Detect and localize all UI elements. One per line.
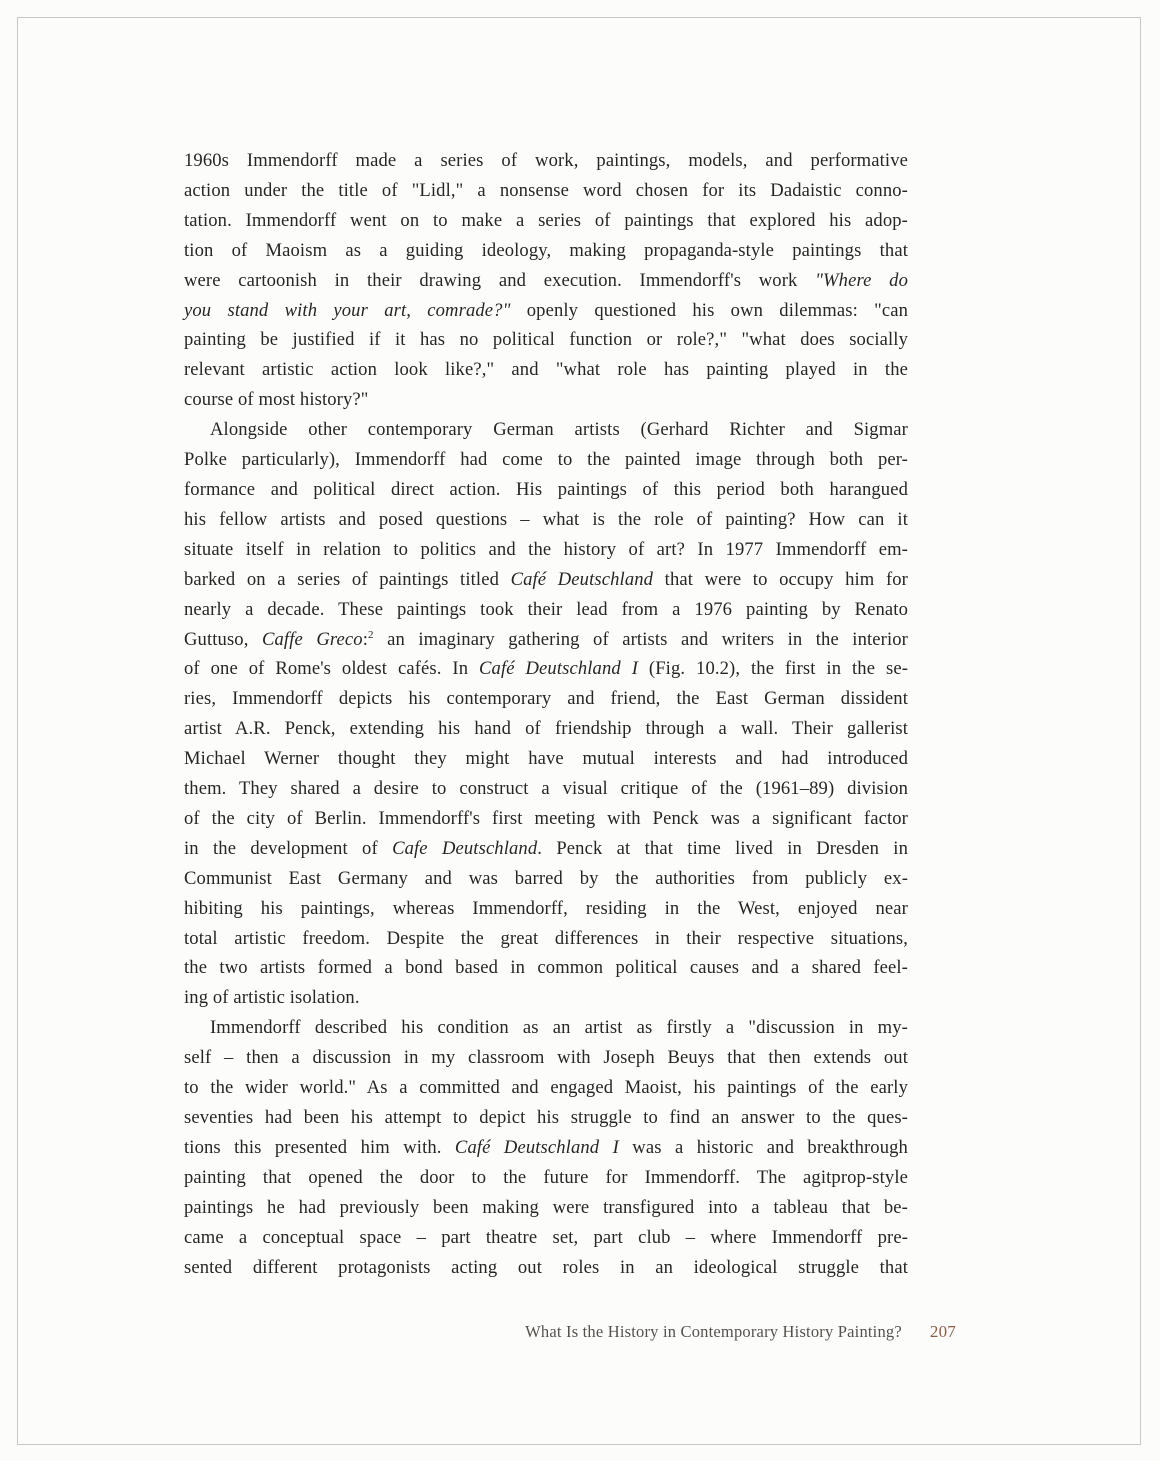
running-head: What Is the History in Contemporary History Painting? bbox=[525, 1322, 902, 1341]
text-line: Guttuso, Caffe Greco:$^2$ an imaginary gathering of artists and writers in the interior bbox=[184, 628, 908, 650]
text-line: of the city of Berlin. Immendorff's first meeting with Penck was a significant factor bbox=[184, 807, 908, 829]
text-line: Immendorff described his condition as an artist as firstly a "discussion in my- bbox=[210, 1017, 908, 1039]
text-line: nearly a decade. These paintings took their lead from a 1976 painting by Renato bbox=[184, 598, 908, 620]
text-line: in the development of Cafe Deutschland. Penck at that time lived in Dresden in bbox=[184, 837, 908, 859]
text-line: seventies had been his attempt to depict his struggle to find an answer to the ques- bbox=[184, 1107, 908, 1128]
text-line: sented different protagonists acting out roles in an ideological struggle that bbox=[184, 1256, 908, 1278]
text-line: Communist East Germany and was barred by the authorities from publicly ex- bbox=[184, 867, 908, 889]
text-line: Polke particularly), Immendorff had come to the painted image through both per- bbox=[184, 449, 908, 471]
text-line: the two artists formed a bond based in common political causes and a shared feel- bbox=[184, 957, 908, 979]
text-line: came a conceptual space – part theatre set, part club – where Immendorff pre- bbox=[184, 1226, 908, 1248]
text-line: tation. Immendorff went on to make a series of paintings that explored his adop- bbox=[184, 209, 908, 231]
text-line: hibiting his paintings, whereas Immendorff, residing in the West, enjoyed near bbox=[184, 897, 908, 919]
text-line: his fellow artists and posed questions – what is the role of painting? How can it bbox=[184, 508, 908, 530]
body-text bbox=[184, 146, 908, 1282]
text-line: 1960s Immendorff made a series of work, paintings, models, and performative bbox=[184, 150, 908, 171]
text-line: total artistic freedom. Despite the great differences in their respective situations, bbox=[184, 927, 908, 949]
footer bbox=[184, 1322, 956, 1342]
text-line: them. They shared a desire to construct a visual critique of the (1961–89) division bbox=[184, 778, 908, 800]
text-line: self – then a discussion in my classroom with Joseph Beuys that then extends out bbox=[184, 1047, 908, 1069]
page-number: 207 bbox=[929, 1322, 956, 1341]
text-line: to the wider world." As a committed and engaged Maoist, his paintings of the early bbox=[184, 1077, 908, 1099]
text-line: ries, Immendorff depicts his contemporary and friend, the East German dissident bbox=[184, 688, 908, 710]
text-line: were cartoonish in their drawing and execution. Immendorff's work "Where do bbox=[184, 269, 909, 291]
text-line: action under the title of "Lidl," a nonsense word chosen for its Dadaistic conno- bbox=[184, 179, 908, 201]
text-line: barked on a series of paintings titled Café Deutschland that were to occupy him for bbox=[184, 568, 908, 590]
text-line: ing of artistic isolation. bbox=[184, 987, 360, 1009]
text-line: Alongside other contemporary German artists (Gerhard Richter and Sigmar bbox=[210, 419, 908, 441]
text-line: artist A.R. Penck, extending his hand of friendship through a wall. Their gallerist bbox=[184, 718, 908, 740]
text-line: you stand with your art, comrade?" openly questioned his own dilemmas: "can bbox=[184, 299, 908, 321]
text-line: Michael Werner thought they might have mutual interests and had introduced bbox=[184, 748, 908, 770]
text-line: relevant artistic action look like?," and "what role has painting played in the bbox=[184, 359, 908, 381]
text-line: paintings he had previously been making were transfigured into a tableau that be- bbox=[184, 1196, 908, 1218]
text-line: tion of Maoism as a guiding ideology, making propaganda-style paintings that bbox=[184, 239, 908, 261]
text-line: of one of Rome's oldest cafés. In Café Deutschland I (Fig. 10.2), the first in the se- bbox=[184, 658, 909, 680]
text-line: tions this presented him with. Café Deutschland I was a historic and breakthrough bbox=[184, 1136, 908, 1158]
text-line: painting that opened the door to the future for Immendorff. The agitprop-style bbox=[184, 1166, 908, 1188]
text-line: painting be justified if it has no political function or role?," "what does socially bbox=[184, 329, 908, 351]
text-line: situate itself in relation to politics and the history of art? In 1977 Immendorff em- bbox=[184, 538, 908, 560]
text-line: formance and political direct action. His paintings of this period both harangued bbox=[184, 478, 908, 500]
text-line: course of most history?" bbox=[184, 389, 369, 411]
